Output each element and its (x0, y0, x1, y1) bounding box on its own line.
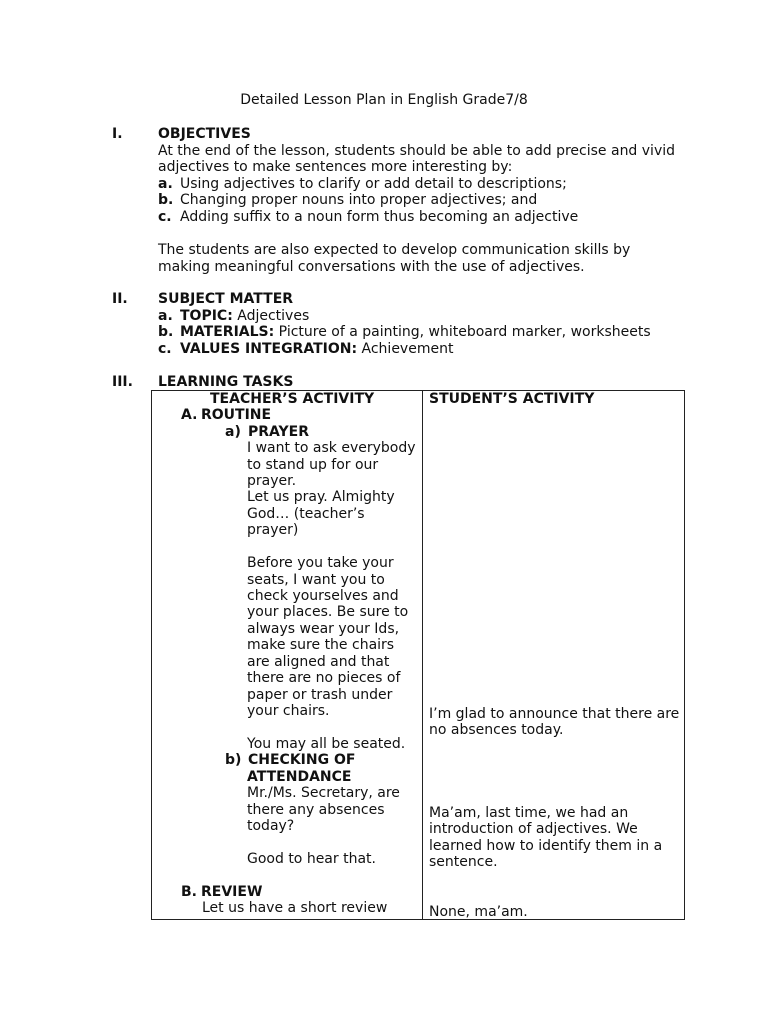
objectives-heading: OBJECTIVES (158, 126, 251, 142)
section-number-subject-matter: II. (112, 291, 128, 307)
student-activity-header: STUDENT’S ACTIVITY (429, 391, 595, 407)
learning-tasks-heading: LEARNING TASKS (158, 374, 294, 390)
review-heading: B. REVIEW (181, 883, 263, 900)
prayer-text: I want to ask everybody to stand up for our prayer. Let us pray. Almighty God… (teacher’s prayer) Before you take your seats, I want you to check yourselves and your places. Be sure to always wear your Ids, make sure the chairs are aligned and that there are no pieces of paper or trash under your chairs. You may all be seated. (247, 440, 416, 752)
column-divider (422, 391, 423, 919)
objectives-intro-line: At the end of the lesson, students should be able to add precise and vivid (158, 142, 676, 159)
student-activity-column (429, 391, 684, 407)
prayer-heading: a) PRAYER (225, 423, 310, 440)
learning-tasks-table (151, 390, 685, 920)
subject-matter-item: a. TOPIC: Adjectives (158, 307, 310, 324)
attendance-text: Mr./Ms. Secretary, are there any absences today? Good to hear that. (247, 785, 400, 867)
student-response-none: None, ma’am. (429, 904, 528, 920)
section-number-objectives: I. (112, 126, 123, 142)
routine-heading: A. ROUTINE (181, 407, 272, 424)
student-response-attendance: I’m glad to announce that there are no absences today. (429, 706, 680, 739)
objectives-closing-line: making meaningful conversations with the use of adjectives. (158, 258, 585, 275)
section-number-learning-tasks: III. (112, 374, 133, 390)
review-text: Let us have a short review (202, 900, 388, 917)
objectives-intro-line: adjectives to make sentences more interesting by: (158, 159, 513, 176)
objectives-closing-line: The students are also expected to develop communication skills by (158, 242, 631, 259)
page-title: Detailed Lesson Plan in English Grade7/8 (240, 92, 528, 108)
subject-matter-section (158, 291, 698, 357)
student-response-review: Ma’am, last time, we had an introduction of adjectives. We learned how to identify them in a sentence. (429, 805, 663, 871)
objectives-section (158, 126, 698, 275)
objective-item: b. Changing proper nouns into proper adjectives; and (158, 192, 538, 209)
subject-matter-item: c. VALUES INTEGRATION: Achievement (158, 340, 454, 357)
teacher-activity-header: TEACHER’S ACTIVITY (210, 391, 375, 407)
objective-item: a. Using adjectives to clarify or add detail to descriptions; (158, 175, 567, 192)
subject-matter-heading: SUBJECT MATTER (158, 291, 294, 307)
teacher-activity-column (152, 391, 420, 917)
attendance-heading: b) CHECKING OF (225, 752, 356, 769)
subject-matter-item: b. MATERIALS: Picture of a painting, whiteboard marker, worksheets (158, 324, 651, 341)
attendance-heading-line: ATTENDANCE (247, 768, 352, 785)
objective-item: c. Adding suffix to a noun form thus becoming an adjective (158, 208, 579, 225)
